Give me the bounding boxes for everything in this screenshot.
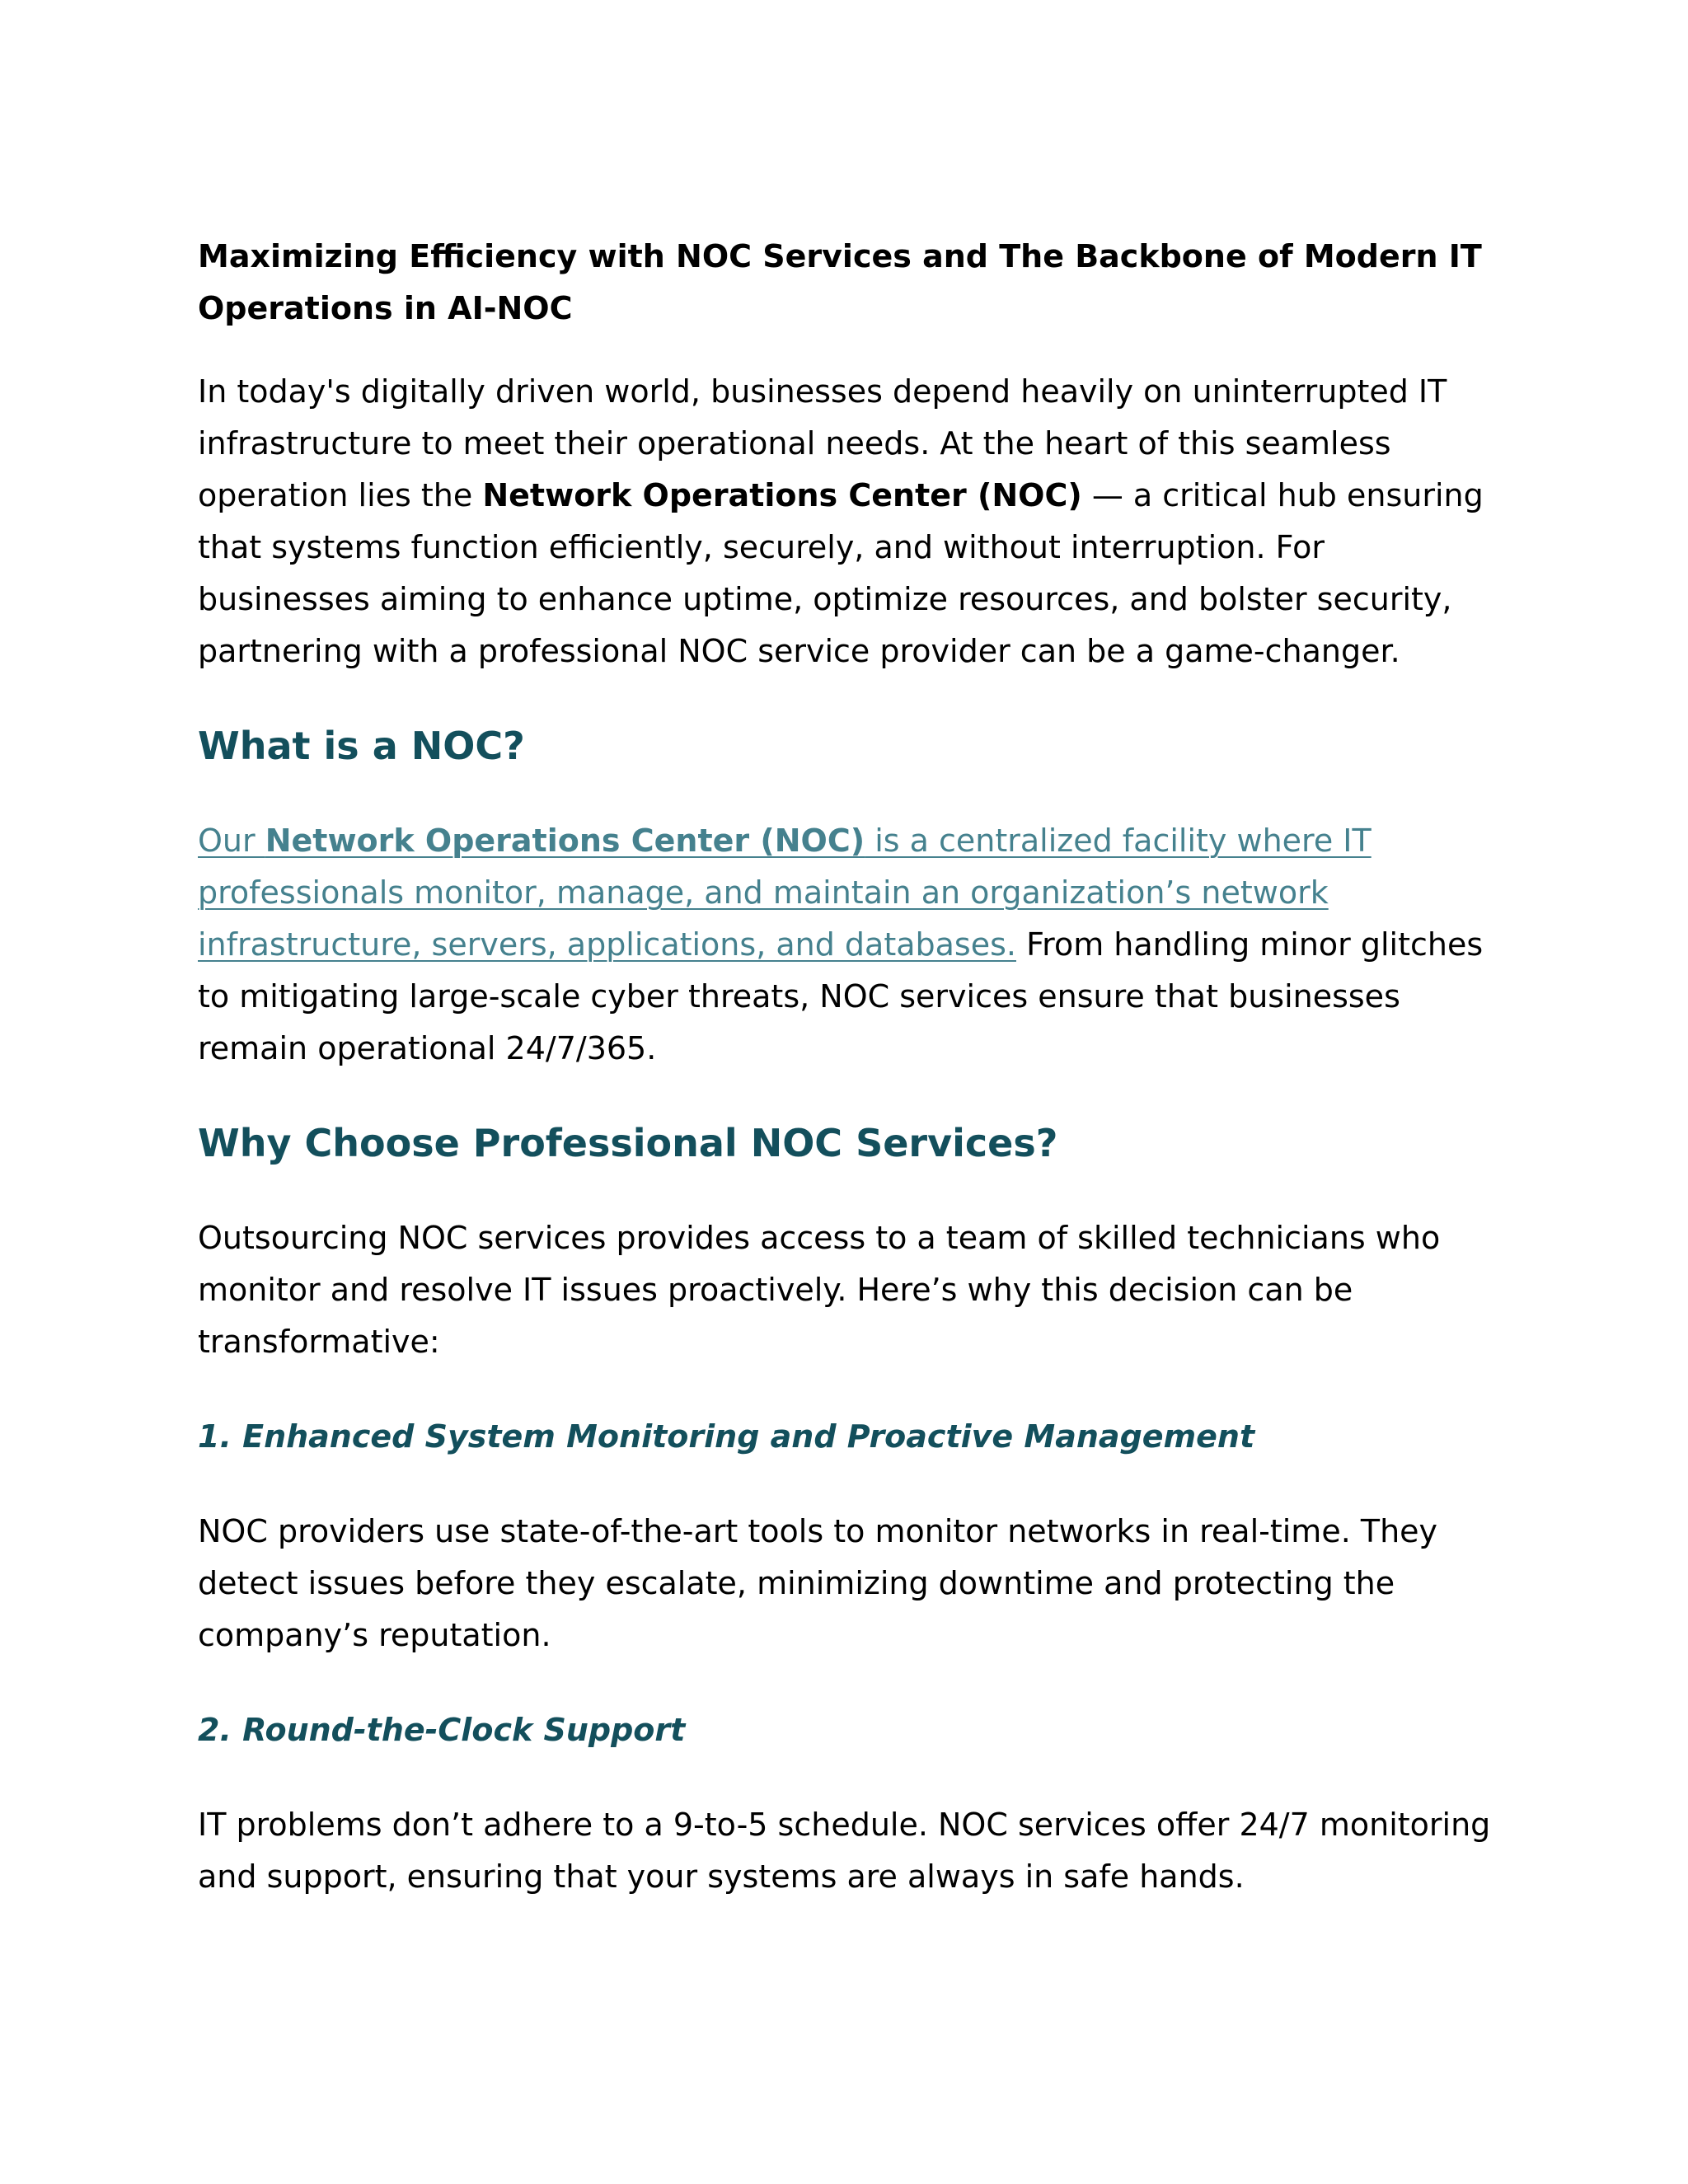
subheading-monitoring: 1. Enhanced System Monitoring and Proactive Management xyxy=(198,1418,1255,1455)
document-title: Maximizing Efficiency with NOC Services and The Backbone of Modern IT Operations in AI-NOC xyxy=(198,238,1482,326)
intro-paragraph xyxy=(198,366,1500,677)
what-is-noc-after-link: From handling minor glitches to mitigating large-scale cyber threats, NOC services ensure that businesses remain operational 24/7/365. xyxy=(198,926,1484,1066)
intro-bold-term: Network Operations Center (NOC) xyxy=(482,477,1082,513)
subheading-support: 2. Round-the-Clock Support xyxy=(198,1712,686,1748)
intro-text-part1: In today's digitally driven world, businesses depend heavily on uninterrupted IT infrastructure to meet their operational needs. At the heart of this seamless operation lies the xyxy=(198,373,1447,513)
monitoring-paragraph: NOC providers use state-of-the-art tools to monitor networks in real-time. They detect issues before they escalate, minimizing downtime and protecting the company’s reputation. xyxy=(198,1513,1438,1653)
why-choose-intro: Outsourcing NOC services provides access to a team of skilled technicians who monitor and resolve IT issues proactively. Here’s why this decision can be transformative: xyxy=(198,1220,1441,1360)
link-bold-term: Network Operations Center (NOC) xyxy=(265,823,865,859)
link-prefix: Our xyxy=(198,823,265,859)
what-is-noc-paragraph xyxy=(198,815,1500,1075)
heading-why-choose: Why Choose Professional NOC Services? xyxy=(198,1121,1058,1165)
support-paragraph: IT problems don’t adhere to a 9-to-5 schedule. NOC services offer 24/7 monitoring and support, ensuring that your systems are always in safe hands. xyxy=(198,1807,1491,1895)
intro-text-part2: — a critical hub ensuring that systems function efficiently, securely, and without interruption. For businesses aiming to enhance uptime, optimize resources, and bolster security, partnering with a professional NOC service provider can be a game-changer. xyxy=(198,477,1484,669)
heading-what-is-noc: What is a NOC? xyxy=(198,724,525,768)
document-page xyxy=(198,231,1500,1903)
link-rest: is a centralized facility where IT professionals monitor, manage, and maintain an organization’s network infrastructure, servers, applications, and databases. xyxy=(198,823,1372,963)
